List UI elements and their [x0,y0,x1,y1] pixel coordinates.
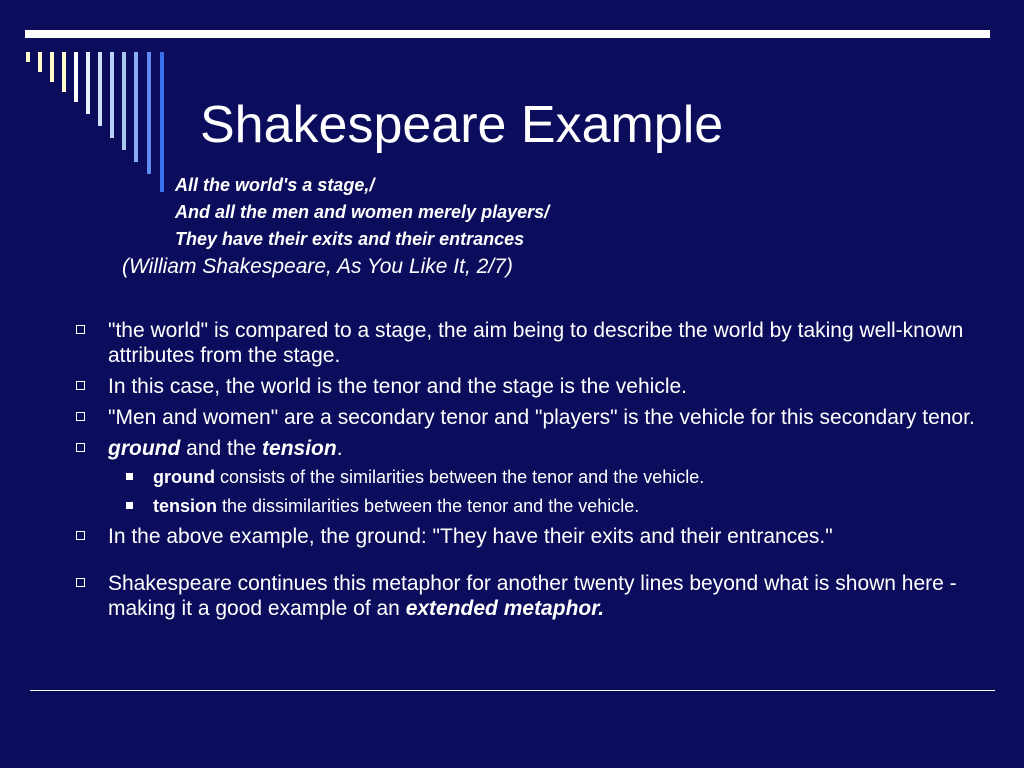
sub-bullet-item [108,494,1010,518]
page-title: Shakespeare Example [200,96,724,154]
hollow-square-bullet-icon [76,412,85,421]
bullet-text: "Men and women" are a secondary tenor and "players" is the vehicle for this secondary tenor. [108,406,975,429]
bullet-text: . [336,437,343,460]
term-tension: tension [153,496,218,516]
stripe [134,52,138,162]
stripe [26,52,30,62]
bullet-item [70,524,1010,549]
stripe [160,52,164,192]
hollow-square-bullet-icon [76,578,85,587]
hollow-square-bullet-icon [76,325,85,334]
stripe [86,52,90,114]
quote-line: They have their exits and their entrances [175,229,525,249]
term-tension: tension [262,437,337,460]
stripe [122,52,126,150]
bullet-text: In this case, the world is the tenor and the stage is the vehicle. [108,375,687,398]
sub-bullet-text: the dissimilarities between the tenor and the vehicle. [217,496,640,516]
decorative-stripes [0,0,200,200]
term-extended-metaphor: extended metaphor. [405,597,605,620]
quote-line: And all the men and women merely players/ [175,202,550,222]
quote-citation: (William Shakespeare, As You Like It, 2/7) [122,255,513,278]
hollow-square-bullet-icon [76,381,85,390]
sub-bullet-list [108,465,1010,518]
filled-square-bullet-icon [126,502,133,509]
sub-bullet-text: consists of the similarities between the tenor and the vehicle. [214,467,705,487]
hollow-square-bullet-icon [76,443,85,452]
bullet-item [70,374,1010,399]
term-ground: ground [108,437,181,460]
bottom-rule [30,690,995,691]
stripe [98,52,102,126]
stripe [38,52,42,72]
stripe [110,52,114,138]
stripe [74,52,78,102]
stripe [50,52,54,82]
sub-bullet-item [108,465,1010,489]
filled-square-bullet-icon [126,473,133,480]
term-ground: ground [153,467,215,487]
bullet-item [70,318,1010,368]
bullet-text: Shakespeare continues this metaphor for another twenty lines beyond what is shown here - making it a good example of an [108,572,957,620]
bullet-item [70,436,1010,518]
bullet-item [70,405,1010,430]
bullet-text: "the world" is compared to a stage, the aim being to describe the world by taking well-known attributes from the stage. [108,319,964,367]
bullet-item [70,571,1010,621]
quote-line: All the world's a stage,/ [175,175,375,195]
bullet-list [70,318,1010,627]
stripe [147,52,151,174]
stripe [62,52,66,92]
bullet-text: and the [180,437,263,460]
hollow-square-bullet-icon [76,531,85,540]
bullet-text: In the above example, the ground: "They have their exits and their entrances." [108,525,833,548]
quote-block [175,172,549,253]
